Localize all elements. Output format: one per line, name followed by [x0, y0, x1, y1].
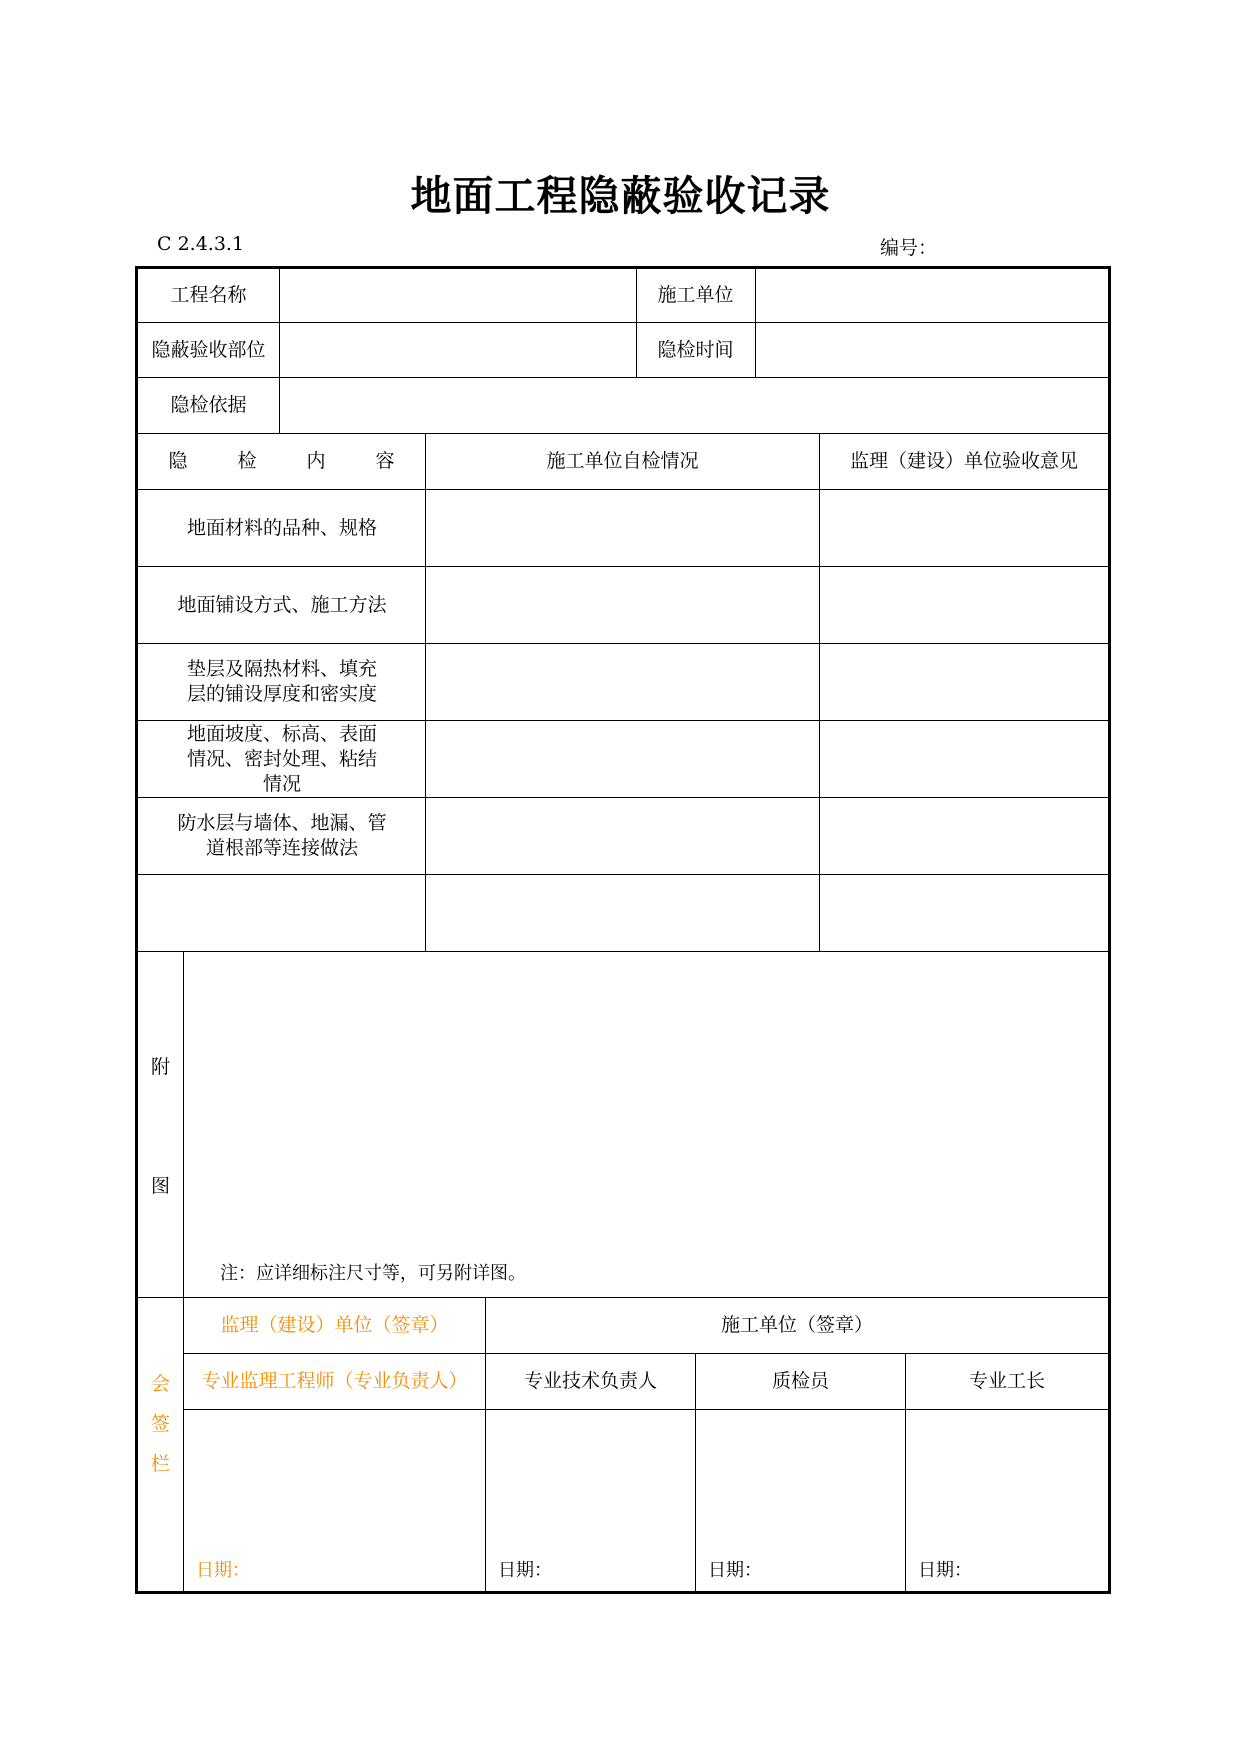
self-check-field[interactable]: [426, 875, 819, 951]
supervision-opinion-field[interactable]: [820, 798, 1108, 874]
inspection-item: 防水层与墙体、地漏、管道根部等连接做法: [177, 812, 387, 859]
inspection-item: 垫层及隔热材料、填充层的铺设厚度和密实度: [186, 658, 377, 705]
attachment-label-char2: 图: [150, 1174, 170, 1197]
number-label: 编号：: [880, 237, 938, 259]
inspection-item: 地面铺设方式、施工方法: [177, 593, 387, 616]
signoff-side-char: 签: [150, 1413, 170, 1435]
self-check-field[interactable]: [426, 490, 819, 566]
quality-inspector-label: 质检员: [771, 1370, 829, 1392]
supervision-date-label: 日期：: [196, 1560, 250, 1581]
foreman-label: 专业工长: [968, 1370, 1045, 1392]
col-header-self-check: 施工单位自检情况: [546, 450, 699, 472]
supervision-unit-seal-label: 监理（建设）单位（签章）: [220, 1314, 449, 1336]
attachment-label-char1: 附: [150, 1055, 170, 1078]
supervision-opinion-field[interactable]: [820, 644, 1108, 720]
self-check-field[interactable]: [426, 798, 819, 874]
basis-label: 隐检依据: [170, 394, 247, 416]
supervision-opinion-field[interactable]: [820, 490, 1108, 566]
col-header-supervision: 监理（建设）单位验收意见: [849, 450, 1078, 472]
self-check-field[interactable]: [426, 567, 819, 643]
construction-unit-seal-label: 施工单位（签章）: [720, 1314, 873, 1336]
inspection-item: 地面材料的品种、规格: [186, 516, 377, 539]
project-name-field[interactable]: [280, 269, 636, 322]
self-check-field[interactable]: [426, 721, 819, 797]
tech-lead-label: 专业技术负责人: [523, 1370, 657, 1392]
foreman-date-label: 日期：: [918, 1560, 972, 1581]
hidden-part-field[interactable]: [280, 323, 636, 377]
basis-field[interactable]: [280, 378, 1108, 433]
supervision-engineer-label: 专业监理工程师（专业负责人）: [201, 1370, 468, 1392]
self-check-field[interactable]: [426, 644, 819, 720]
supervision-opinion-field[interactable]: [820, 567, 1108, 643]
signoff-side-char: 栏: [150, 1453, 170, 1475]
record-table: [135, 266, 1111, 1594]
inspection-item: [150, 875, 414, 951]
inspection-item: 地面坡度、标高、表面情况、密封处理、粘结情况: [186, 722, 377, 795]
col-header-content: 隐 检 内 容: [168, 450, 417, 472]
attachment-note: 注：应详细标注尺寸等，可另附详图。: [220, 1263, 526, 1284]
project-name-label: 工程名称: [170, 284, 247, 306]
construction-unit-field[interactable]: [756, 269, 1108, 322]
hidden-part-label: 隐蔽验收部位: [151, 338, 266, 361]
quality-inspector-date-label: 日期：: [708, 1560, 762, 1581]
signoff-side-char: 会: [150, 1373, 170, 1395]
form-code: C 2.4.3.1: [157, 233, 245, 255]
attachment-drawing-area[interactable]: [184, 952, 1108, 1252]
construction-unit-label: 施工单位: [657, 284, 734, 306]
inspection-time-field[interactable]: [756, 323, 1108, 377]
tech-lead-date-label: 日期：: [498, 1560, 552, 1581]
signoff-side-label: [138, 1373, 183, 1475]
document-title: 地面工程隐蔽验收记录: [410, 172, 831, 220]
supervision-opinion-field[interactable]: [820, 721, 1108, 797]
inspection-time-label: 隐检时间: [657, 338, 734, 361]
supervision-opinion-field[interactable]: [820, 875, 1108, 951]
